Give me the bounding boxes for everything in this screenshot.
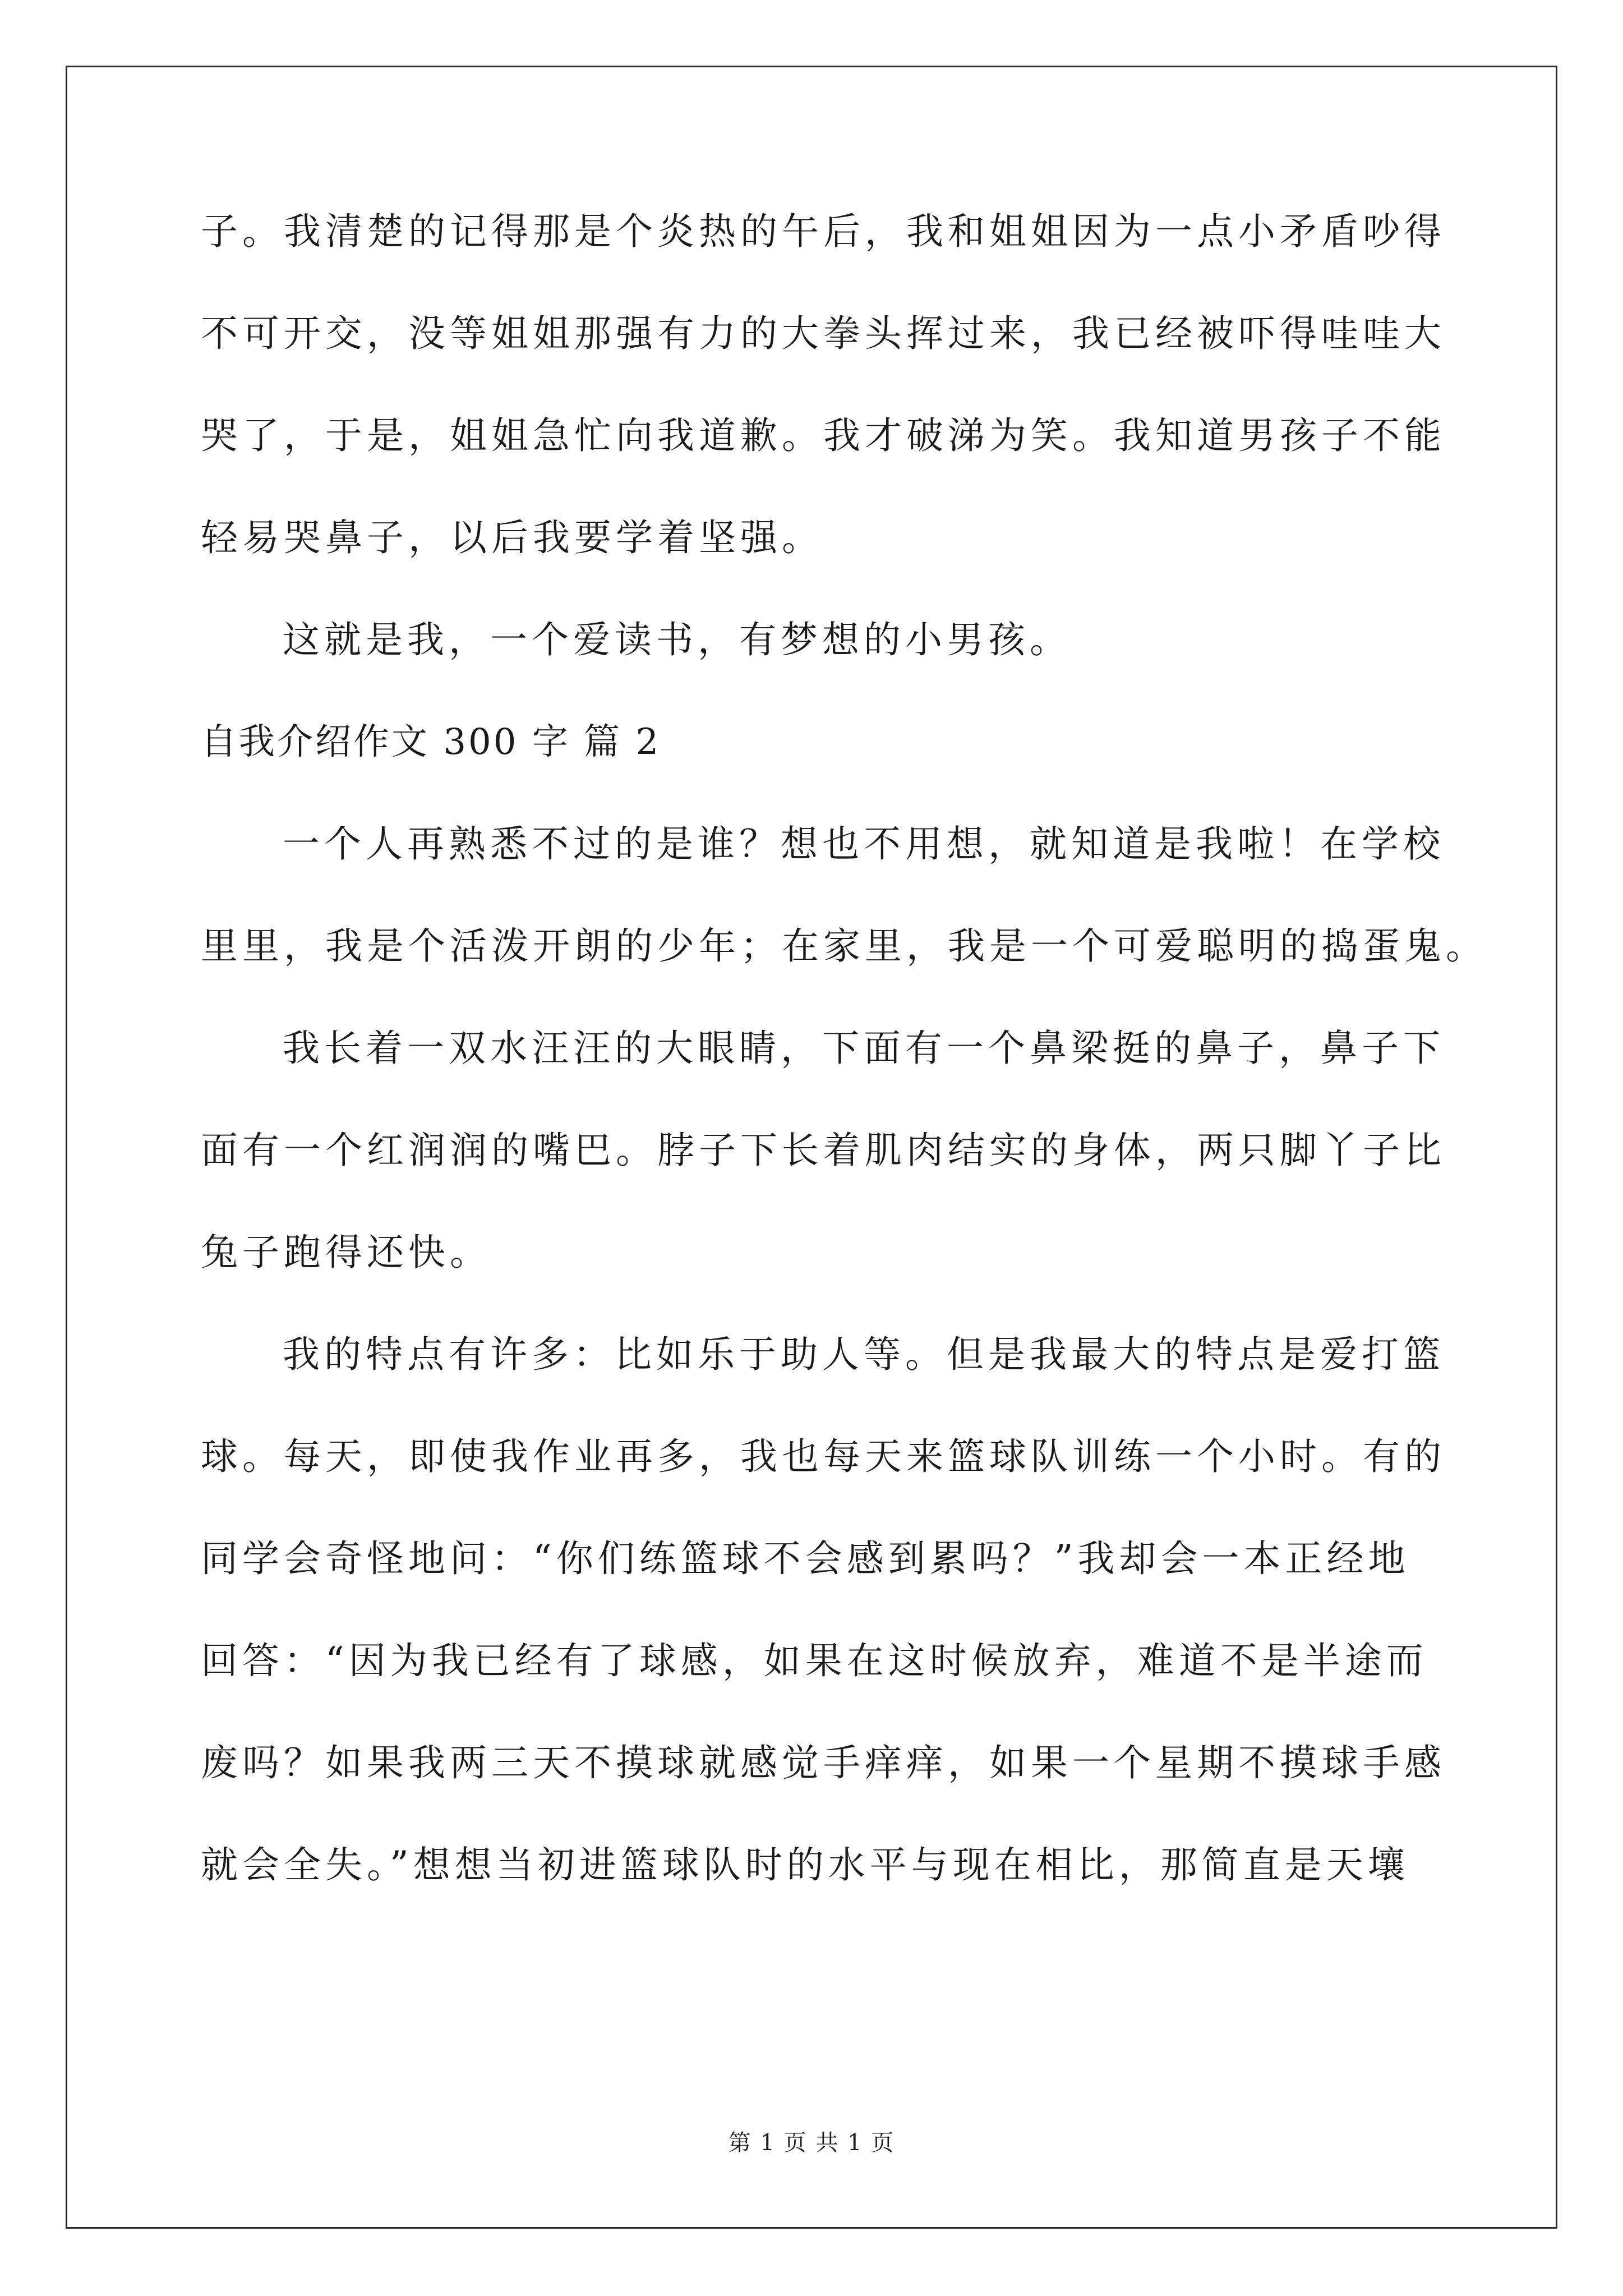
paragraph-line: 一个人再熟悉不过的是谁？想也不用想，就知道是我啦！在学校 — [283, 822, 1445, 866]
text-line: 不可开交，没等姐姐那强有力的大拳头挥过来，我已经被吓得哇哇大 — [201, 312, 1446, 355]
paragraph-line: 我长着一双水汪汪的大眼睛，下面有一个鼻梁挺的鼻子，鼻子下 — [283, 1027, 1445, 1070]
paragraph-line: 这就是我，一个爱读书，有梦想的小男孩。 — [283, 618, 1071, 661]
text-line: 轻易哭鼻子，以后我要学着坚强。 — [201, 516, 823, 559]
text-line: 子。我清楚的记得那是个炎热的午后，我和姐姐因为一点小矛盾吵得 — [201, 210, 1446, 253]
text-line: 哭了，于是，姐姐急忙向我道歉。我才破涕为笑。我知道男孩子不能 — [201, 414, 1446, 457]
paragraph-line: 我的特点有许多：比如乐于助人等。但是我最大的特点是爱打篮 — [283, 1333, 1445, 1376]
text-line: 里里，我是个活泼开朗的少年；在家里，我是一个可爱聪明的捣蛋鬼。 — [201, 924, 1487, 968]
text-line: 球。每天，即使我作业再多，我也每天来篮球队训练一个小时。有的 — [201, 1435, 1446, 1478]
text-line: 废吗？如果我两三天不摸球就感觉手痒痒，如果一个星期不摸球手感 — [201, 1741, 1446, 1784]
text-line: 面有一个红润润的嘴巴。脖子下长着肌肉结实的身体，两只脚丫子比 — [201, 1129, 1446, 1172]
text-line: 回答：“因为我已经有了球感，如果在这时候放弃，难道不是半途而 — [201, 1639, 1428, 1682]
page-number-footer: 第 1 页 共 1 页 — [728, 2130, 895, 2156]
section-heading: 自我介绍作文 300 字 篇 2 — [201, 721, 661, 763]
text-line: 同学会奇怪地问：“你们练篮球不会感到累吗？”我却会一本正经地 — [201, 1537, 1410, 1580]
text-line: 兔子跑得还快。 — [201, 1231, 491, 1274]
text-line: 就会全失。”想想当初进篮球队时的水平与现在相比，那简直是天壤 — [201, 1843, 1409, 1887]
